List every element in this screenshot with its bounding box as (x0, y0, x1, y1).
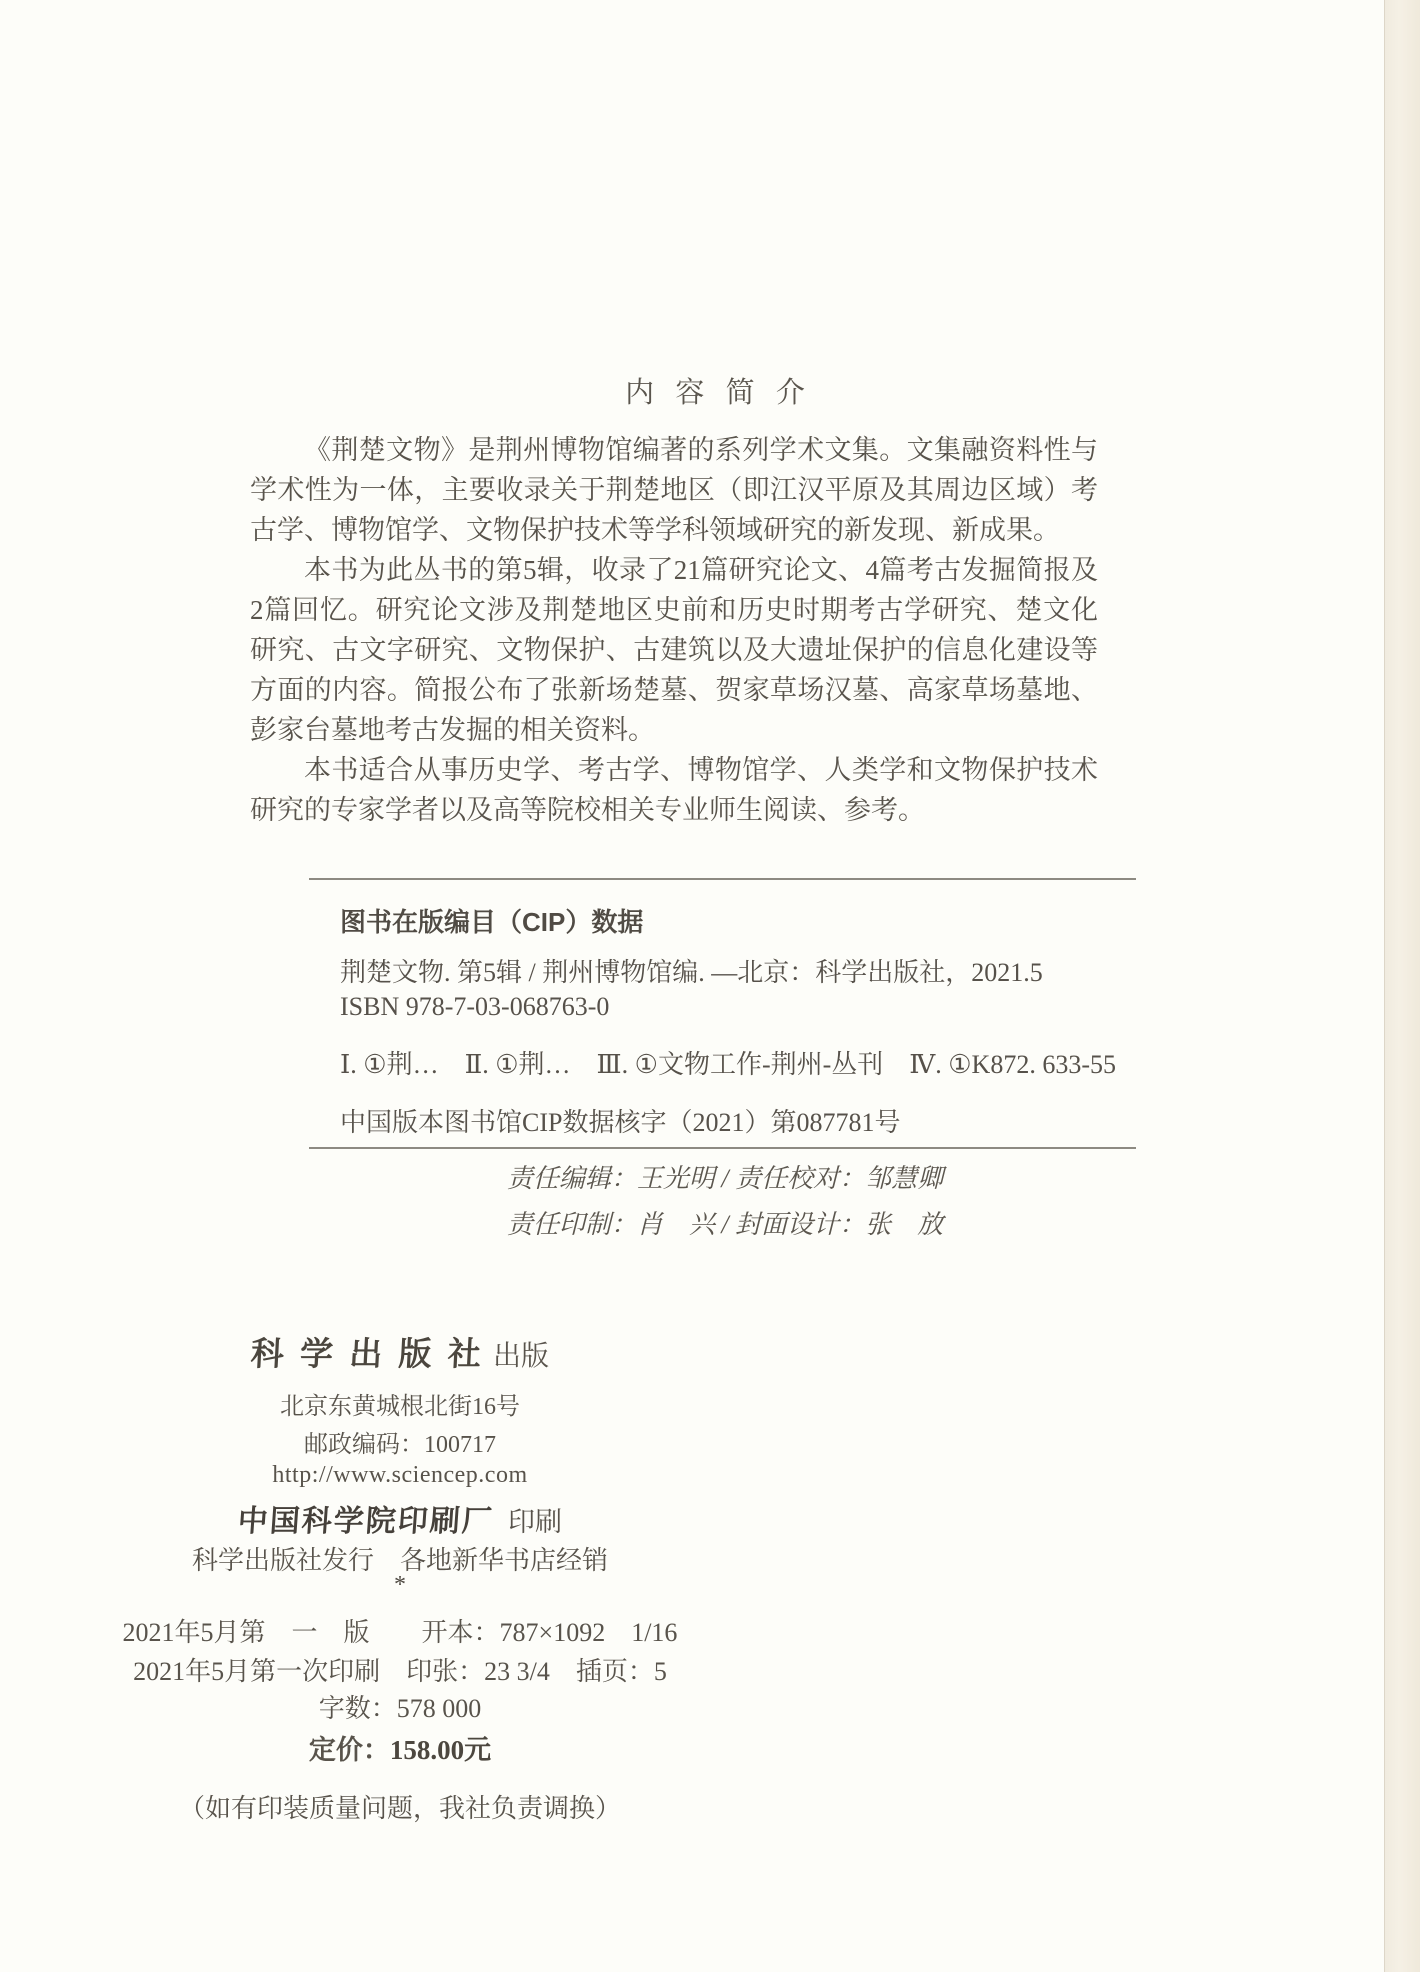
distribution-line: 科学出版社发行 各地新华书店经销 (191, 1546, 608, 1575)
summary-section (250, 430, 1098, 830)
cip-heading: 图书在版编目（CIP）数据 (340, 907, 644, 937)
staff-printing-line: 责任印制：肖 兴 / 封面设计：张 放 (506, 1210, 944, 1239)
price-label: 定价： (308, 1735, 390, 1765)
printer-name: 中国科学院印刷厂 (236, 1505, 495, 1538)
publisher-postcode: 邮政编码：100717 (304, 1432, 496, 1458)
publisher-imprint (0, 1328, 800, 1375)
cip-isbn: ISBN 978-7-03-068763-0 (340, 992, 610, 1021)
summary-paragraph: 本书适合从事历史学、考古学、博物馆学、人类学和文物保护技术研究的专家学者以及高等院校相关专业师生阅读、参考。 (250, 755, 1098, 825)
publisher-label: 出版 (492, 1341, 549, 1372)
price-line (0, 1728, 800, 1767)
printer-label: 印刷 (508, 1507, 562, 1537)
publisher-name: 科 学 出 版 社 (249, 1337, 482, 1373)
summary-paragraph: 本书为此丛书的第5辑，收录了21篇研究论文、4篇考古发掘简报及2篇回忆。研究论文涉及荆楚地区史前和历史时期考古学研究、楚文化研究、古文字研究、文物保护、古建筑以及大遗址保护的信息化建设等方面的内容。简报公布了张新场楚墓、贺家草场汉墓、高家草场墓地、彭家台墓地考古发掘的相关资料。 (250, 555, 1098, 745)
quality-note: （如有印装质量问题，我社负责调换） (178, 1794, 621, 1823)
cip-record: 荆楚文物. 第5辑 / 荆州博物馆编. —北京：科学出版社，2021.5 (340, 958, 1043, 987)
page-title: 内 容 简 介 (625, 377, 807, 409)
cip-classification: Ⅰ. ①荆… Ⅱ. ①荆… Ⅲ. ①文物工作-荆州-丛刊 Ⅳ. ①K872. 633-55 (340, 1050, 1116, 1079)
impression-line: 2021年5月第一次印刷 印张：23 3/4 插页：5 (133, 1657, 667, 1686)
wordcount-line: 字数：578 000 (318, 1694, 482, 1723)
separator-star: * (394, 1572, 406, 1598)
publisher-website: http://www.sciencep.com (272, 1462, 528, 1488)
staff-editors-line: 责任编辑：王光明 / 责任校对：邹慧卿 (506, 1164, 944, 1193)
price-value: 158.00元 (389, 1735, 492, 1765)
edition-line: 2021年5月第 一 版 开本：787×1092 1/16 (122, 1618, 678, 1647)
printer-imprint (0, 1496, 800, 1540)
publisher-address: 北京东黄城根北街16号 (280, 1394, 520, 1420)
cip-registry-number: 中国版本图书馆CIP数据核字（2021）第087781号 (340, 1108, 901, 1137)
summary-paragraph: 《荆楚文物》是荆州博物馆编著的系列学术文集。文集融资料性与学术性为一体，主要收录关于荆楚地区（即江汉平原及其周边区域）考古学、博物馆学、文物保护技术等学科领域研究的新发现、新成果。 (250, 435, 1098, 545)
cip-data-box (309, 878, 1136, 1149)
page-edge (1384, 0, 1420, 1972)
